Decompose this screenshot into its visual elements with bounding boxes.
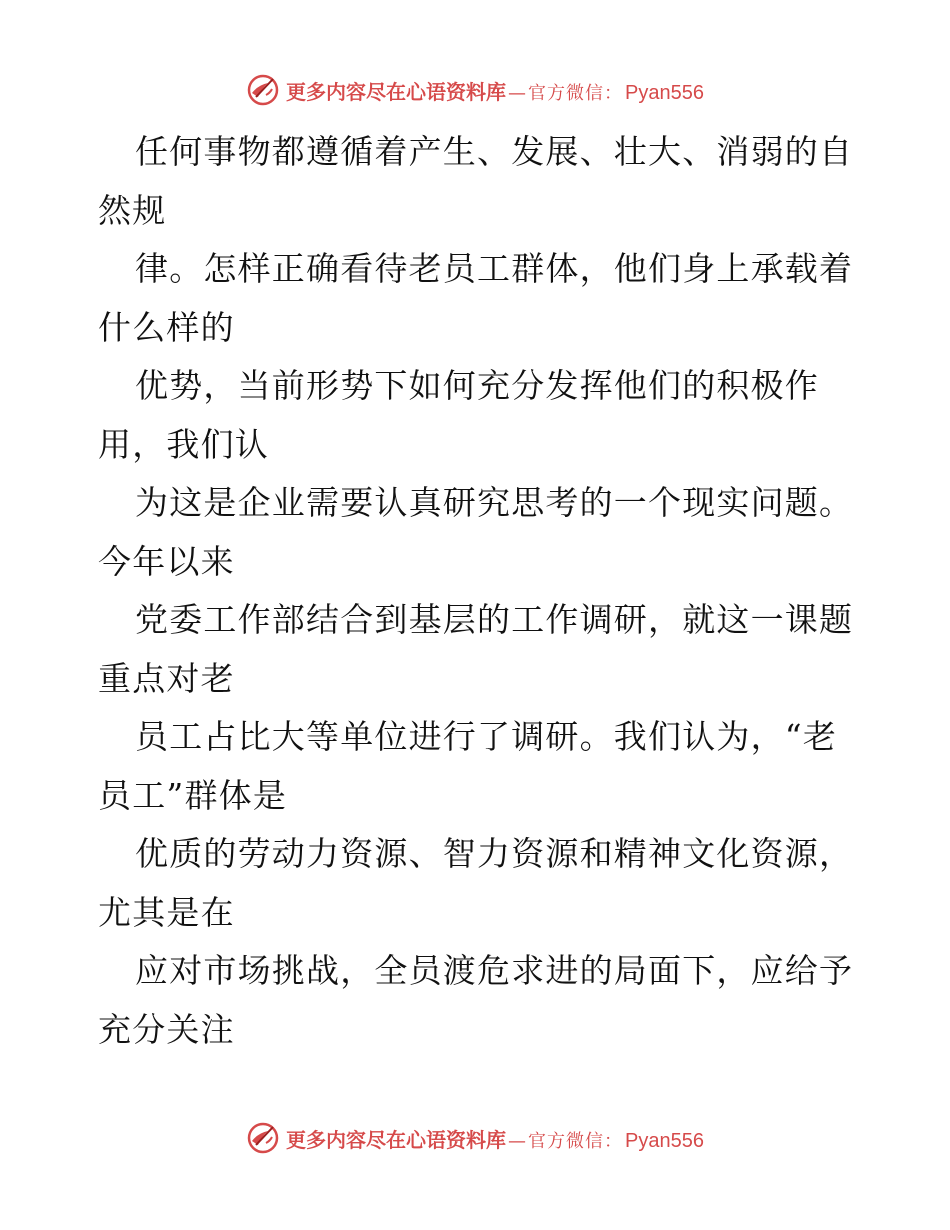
quill-logo-icon: [246, 1121, 280, 1155]
header-wechat-label: 官方微信：: [528, 82, 624, 104]
text-line: 用，我们认: [98, 424, 269, 464]
text-line: 应对市场挑战，全员渡危求进的局面下，应给予: [135, 951, 854, 990]
text-line: 尤其是在: [98, 892, 235, 932]
text-line: 今年以来: [98, 541, 235, 581]
text-line: 优质的劳动力资源、智力资源和精神文化资源，: [135, 834, 854, 873]
header-separator: —: [508, 82, 527, 104]
header-site-name: 更多内容尽在心语资料库: [286, 79, 507, 104]
header-watermark: [0, 70, 950, 110]
text-line: 优势，当前形势下如何充分发挥他们的积极作: [135, 366, 819, 405]
footer-watermark-text: [286, 1124, 704, 1153]
footer-wechat-label: 官方微信：: [528, 1130, 624, 1152]
text-line: 充分关注: [98, 1009, 235, 1049]
header-wechat-id: Pyan556: [625, 81, 704, 104]
footer-watermark: [0, 1118, 950, 1158]
text-line: 员工”群体是: [98, 775, 288, 815]
quill-logo-icon: [246, 73, 280, 107]
text-line: 为这是企业需要认真研究思考的一个现实问题。: [135, 483, 854, 522]
text-line: 党委工作部结合到基层的工作调研，就这一课题: [135, 600, 854, 639]
text-line: 什么样的: [98, 307, 235, 347]
text-line: 任何事物都遵循着产生、发展、壮大、消弱的自: [135, 132, 854, 171]
footer-site-name: 更多内容尽在心语资料库: [286, 1127, 507, 1152]
body-text: [98, 123, 858, 1059]
text-line: 员工占比大等单位进行了调研。我们认为，“老: [135, 717, 838, 756]
text-line: 重点对老: [98, 658, 235, 698]
footer-separator: —: [508, 1130, 527, 1152]
text-line: 律。怎样正确看待老员工群体，他们身上承载着: [135, 249, 854, 288]
footer-wechat-id: Pyan556: [625, 1129, 704, 1152]
text-line: 然规: [98, 190, 167, 230]
header-watermark-text: [286, 76, 704, 105]
